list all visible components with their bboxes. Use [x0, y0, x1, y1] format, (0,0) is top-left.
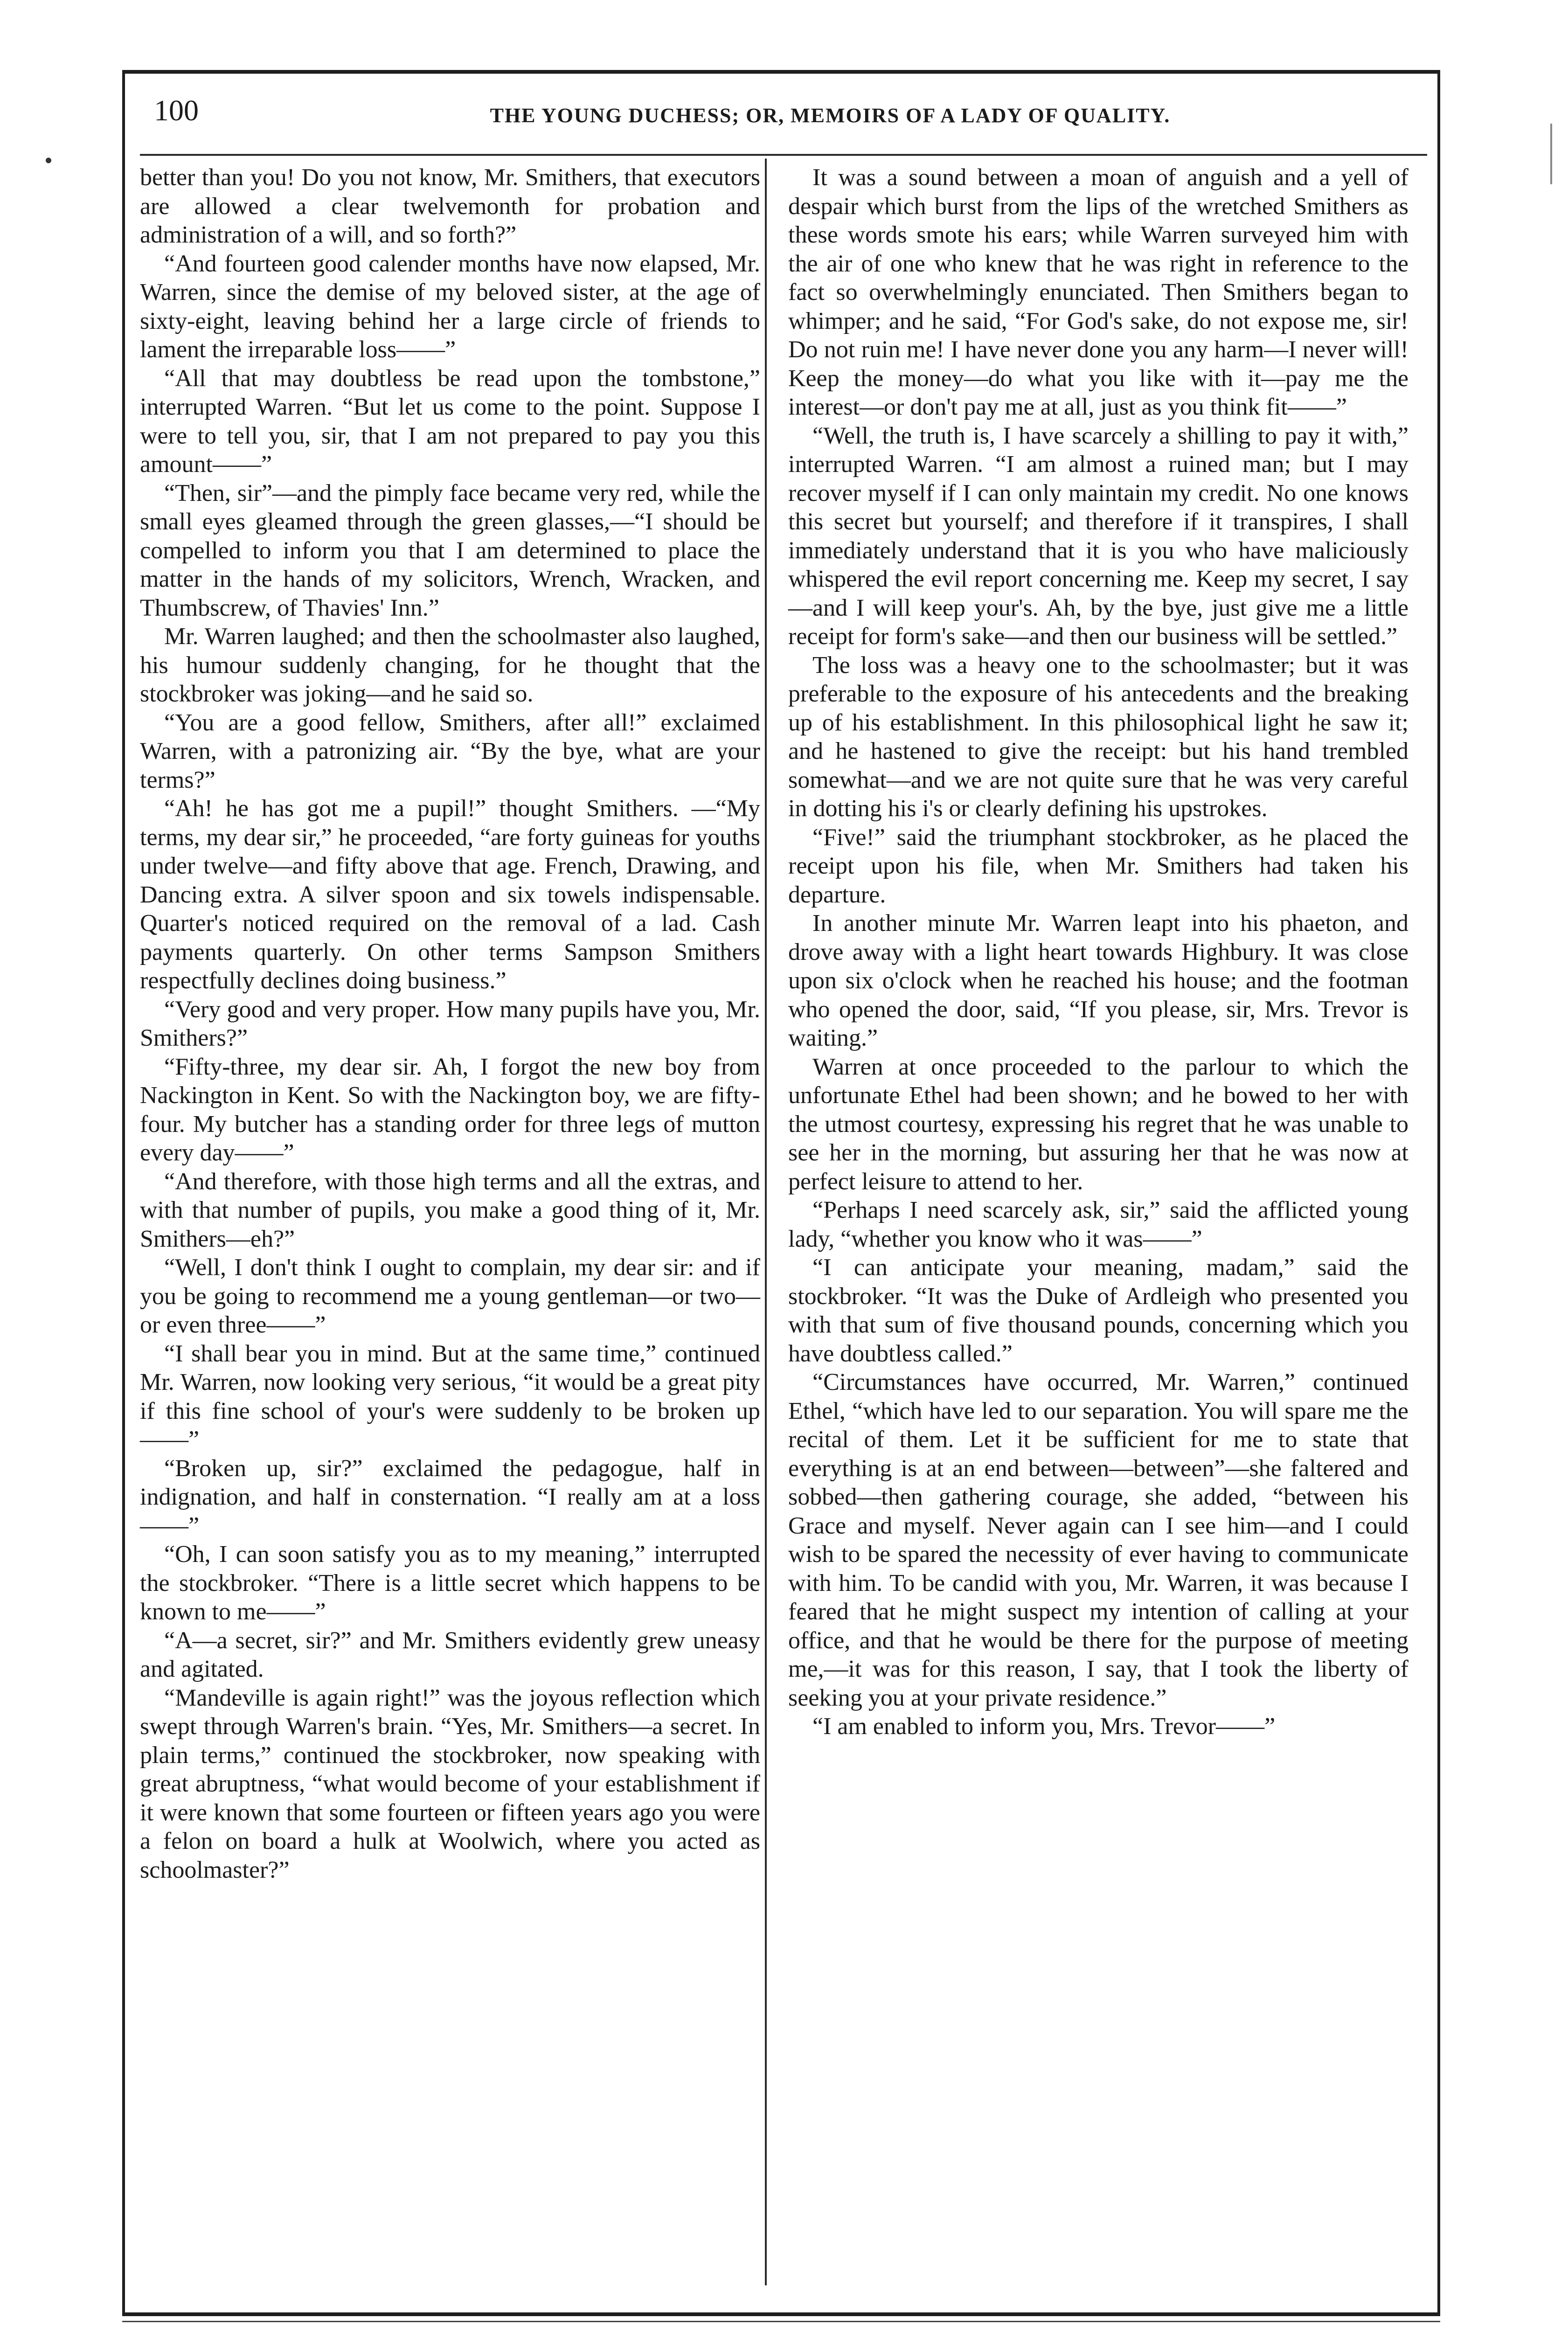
paragraph: “Fifty-three, my dear sir. Ah, I forgot the new boy from Nackington in Kent. So with the Nackington boy, we are fifty-four. My butcher has a standing order for three legs of mutton every day——” — [140, 1053, 760, 1166]
left-column — [140, 163, 760, 1884]
paragraph: The loss was a heavy one to the schoolmaster; but it was preferable to the exposure of his antecedents and the breaking up of his establishment. In this philosophical light he saw it; and he hastened to give the receipt: but his hand trembled somewhat—and we are not quite sure that he was very careful in dotting his i's or clearly defining his upstrokes. — [788, 652, 1408, 822]
paragraph: In another minute Mr. Warren leapt into his phaeton, and drove away with a light heart towards Highbury. It was close upon six o'clock when he reached his house; and the footman who opened the door, said, “If you please, sir, Mrs. Trevor is waiting.” — [788, 910, 1408, 1051]
paragraph: “Perhaps I need scarcely ask, sir,” said the afflicted young lady, “whether you know who it was——” — [788, 1197, 1408, 1252]
page-frame-bottom-thin-rule — [122, 2321, 1440, 2322]
header-rule — [140, 154, 1427, 156]
paragraph: It was a sound between a moan of anguish and a yell of despair which burst from the lips of the wretched Smithers as these words smote his ears; while Warren surveyed him with the air of one who knew that he was right in reference to the fact so overwhelmingly enunciated. Then Smithers began to whimper; and he said, “For God's sake, do not expose me, sir! Do not ruin me! I have never done you any harm—I never will! Keep the money—do what you like with it—pay me the interest—or don't pay me at all, just as you think fit——” — [788, 164, 1408, 420]
paragraph: “Very good and very proper. How many pupils have you, Mr. Smithers?” — [140, 996, 760, 1051]
running-head-title: THE YOUNG DUCHESS; OR, MEMOIRS OF A LADY OF QUALITY. — [490, 104, 1171, 127]
paragraph: “Well, the truth is, I have scarcely a shilling to pay it with,” interrupted Warren. “I am almost a ruined man; but I may recover myself if I can only maintain my credit. No one knows this secret but yourself; and therefore if it transpires, I shall immediately understand that it is you who have maliciously whispered the evil report concerning me. Keep my secret, I say—and I will keep your's. Ah, by the bye, just give me a little receipt for form's sake—and then our business will be settled.” — [788, 422, 1408, 650]
paragraph: “Circumstances have occurred, Mr. Warren,” continued Ethel, “which have led to our separation. You will spare me the recital of them. Let it be sufficient for me to state that everything is at an end between—between”—she faltered and sobbed—then gathering courage, she added, “between his Grace and myself. Never again can I see him—and I could wish to be spared the necessity of ever having to communicate with him. To be candid with you, Mr. Warren, it was because I feared that he might suspect my intention of calling at your office, and that he would be there for the purpose of meeting me,—it was for this reason, I say, that I took the liberty of seeking you at your private residence.” — [788, 1369, 1408, 1711]
paragraph: “Broken up, sir?” exclaimed the pedagogue, half in indignation, and half in consternation. “I really am at a loss——” — [140, 1455, 760, 1539]
margin-ink-mark — [1550, 124, 1552, 184]
column-divider-rule — [765, 159, 767, 2285]
right-column — [788, 163, 1408, 1741]
paragraph: “Well, I don't think I ought to complain, my dear sir: and if you be going to recommend me a young gentleman—or two—or even three——” — [140, 1254, 760, 1338]
paragraph: “I shall bear you in mind. But at the same time,” continued Mr. Warren, now looking very serious, “it would be a great pity if this fine school of your's were suddenly to be broken up——” — [140, 1340, 760, 1453]
paragraph: “Ah! he has got me a pupil!” thought Smithers. —“My terms, my dear sir,” he proceeded, “are forty guineas for youths under twelve—and fifty above that age. French, Drawing, and Dancing extra. A silver spoon and six towels indispensable. Quarter's noticed required on the removal of a lad. Cash payments quarterly. On other terms Sampson Smithers respectfully declines doing business.” — [140, 795, 760, 994]
paragraph: “A—a secret, sir?” and Mr. Smithers evidently grew uneasy and agitated. — [140, 1627, 760, 1682]
paragraph: “And fourteen good calender months have now elapsed, Mr. Warren, since the demise of my beloved sister, at the age of sixty-eight, leaving behind her a large circle of friends to lament the irreparable loss——” — [140, 250, 760, 363]
page-frame-top-rule — [122, 70, 1440, 74]
paragraph: “And therefore, with those high terms and all the extras, and with that number of pupils, you make a good thing of it, Mr. Smithers—eh?” — [140, 1168, 760, 1252]
page-number: 100 — [154, 94, 199, 127]
paragraph: Warren at once proceeded to the parlour to which the unfortunate Ethel had been shown; and he bowed to her with the utmost courtesy, expressing his regret that he was unable to see her in the morning, but assuring her that he was now at perfect leisure to attend to her. — [788, 1053, 1408, 1195]
paragraph: “Five!” said the triumphant stockbroker, as he placed the receipt upon his file, when Mr. Smithers had taken his departure. — [788, 824, 1408, 908]
paragraph: “I am enabled to inform you, Mrs. Trevor——” — [812, 1713, 1276, 1740]
paragraph: “All that may doubtless be read upon the tombstone,” interrupted Warren. “But let us come to the point. Suppose I were to tell you, sir, that I am not prepared to pay you this amount——” — [140, 365, 760, 478]
page-frame-left-rule — [122, 70, 125, 2316]
paragraph: “Oh, I can soon satisfy you as to my meaning,” interrupted the stockbroker. “There is a little secret which happens to be known to me——” — [140, 1541, 760, 1625]
page-frame-right-rule — [1437, 70, 1440, 2316]
margin-ink-dot — [46, 158, 51, 163]
paragraph: “You are a good fellow, Smithers, after all!” exclaimed Warren, with a patronizing air. “By the bye, what are your terms?” — [140, 709, 760, 793]
paragraph: better than you! Do you not know, Mr. Smithers, that executors are allowed a clear twelvemonth for probation and administration of a will, and so forth?” — [140, 164, 760, 248]
paragraph: “Then, sir”—and the pimply face became very red, while the small eyes gleamed through the green glasses,—“I should be compelled to inform you that I am determined to place the matter in the hands of my solicitors, Wrench, Wracken, and Thumbscrew, of Thavies' Inn.” — [140, 479, 760, 621]
paragraph: Mr. Warren laughed; and then the schoolmaster also laughed, his humour suddenly changing, for he thought that the stockbroker was joking—and he said so. — [140, 623, 760, 707]
paragraph: “Mandeville is again right!” was the joyous reflection which swept through Warren's brain. “Yes, Mr. Smithers—a secret. In plain terms,” continued the stockbroker, now speaking with great abruptness, “what would become of your establishment if it were known that some fourteen or fifteen years ago you were a felon on board a hulk at Woolwich, where you acted as schoolmaster?” — [140, 1684, 760, 1883]
paragraph: “I can anticipate your meaning, madam,” said the stockbroker. “It was the Duke of Ardleigh who presented you with that sum of five thousand pounds, concerning which you have doubtless called.” — [788, 1254, 1408, 1367]
page-frame-bottom-rule — [122, 2312, 1440, 2316]
